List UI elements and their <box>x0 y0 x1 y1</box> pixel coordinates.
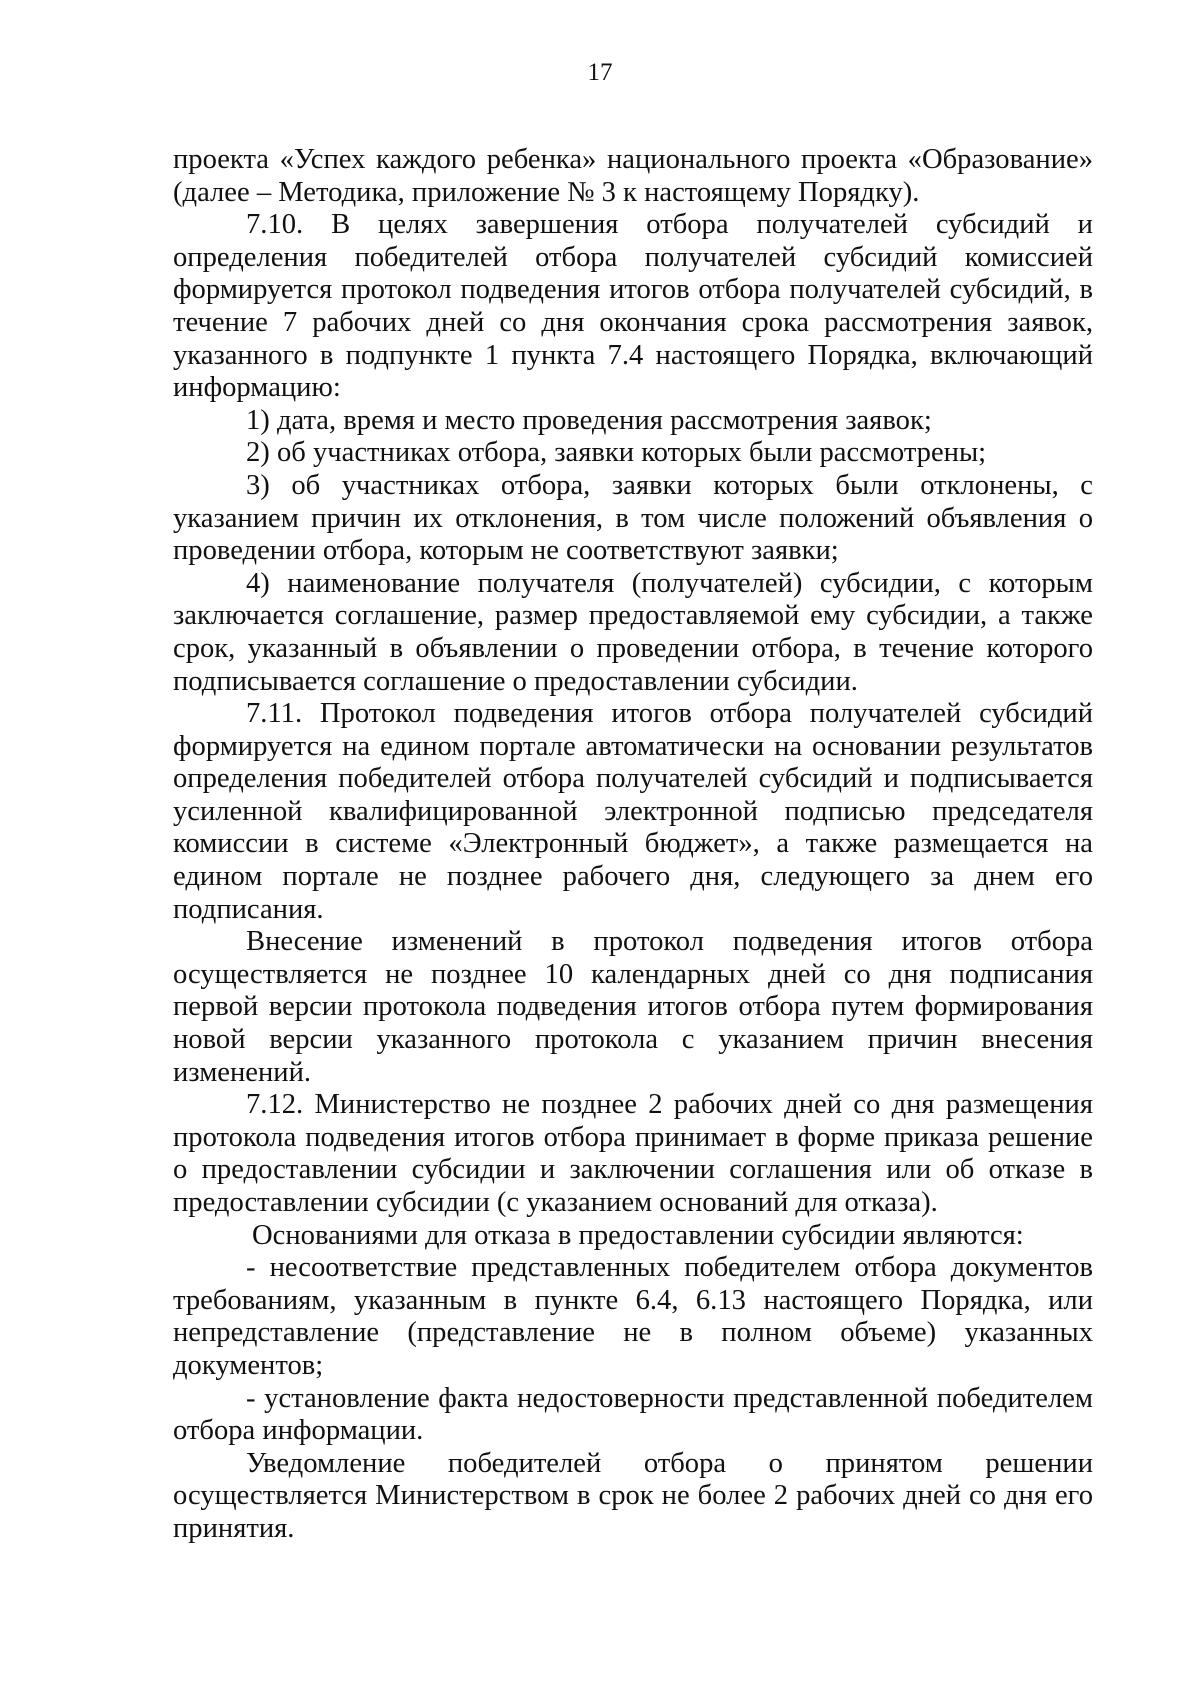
paragraph-notification: Уведомление победителей отбора о принятом решении осуществляется Министерством в срок не более 2 рабочих дней со дня его принятия. <box>173 1447 1093 1544</box>
paragraph-refusal-grounds: Основаниями для отказа в предоставлении субсидии являются: <box>252 1219 1024 1251</box>
refusal-ground-1: - несоответствие представленных победителем отбора документов требованиям, указанным в пункте 6.4, 6.13 настоящего Порядка, или непредставление (представление не в полном объеме) указанных документов; <box>173 1252 1093 1381</box>
page-number: 17 <box>587 59 613 86</box>
paragraph-continuation: проекта «Успех каждого ребенка» национального проекта «Образование» (далее – Методика, приложение № 3 к настоящему Порядку). <box>173 144 1093 208</box>
list-item-1: 1) дата, время и место проведения рассмотрения заявок; <box>246 404 932 436</box>
list-item-4: 4) наименование получателя (получателей) субсидии, с которым заключается соглашение, размер предоставляемой ему субсидии, а также срок, указанный в объявлении о проведении отбора, в течение которого подписывается соглашение о предоставлении субсидии. <box>173 567 1093 697</box>
paragraph-amendments: Внесение изменений в протокол подведения итогов отбора осуществляется не позднее 10 календарных дней со дня подписания первой версии протокола подведения итогов отбора путем формирования новой версии указанного протокола с указанием причин внесения изменений. <box>173 926 1093 1088</box>
document-body <box>173 144 1093 1546</box>
paragraph-7-11: 7.11. Протокол подведения итогов отбора получателей субсидий формируется на едином портале автоматически на основании результатов определения победителей отбора получателей субсидий и подписывается усиленной квалифицированной электронной подписью председателя комиссии в системе «Электронный бюджет», а также размещается на едином портале не позднее рабочего дня, следующего за днем его подписания. <box>173 698 1093 925</box>
refusal-ground-2: - установление факта недостоверности представленной победителем отбора информации. <box>173 1382 1093 1447</box>
paragraph-7-10: 7.10. В целях завершения отбора получателей субсидий и определения победителей отбора получателей субсидий комиссией формируется протокол подведения итогов отбора получателей субсидий, в течение 7 рабочих дней со дня окончания срока рассмотрения заявок, указанного в подпункте 1 пункта 7.4 настоящего Порядка, включающий информацию: <box>173 209 1093 404</box>
list-item-3: 3) об участниках отбора, заявки которых были отклонены, с указанием причин их отклонения, в том числе положений объявления о проведении отбора, которым не соответствуют заявки; <box>173 469 1093 567</box>
list-item-2: 2) об участниках отбора, заявки которых были рассмотрены; <box>246 437 987 469</box>
paragraph-7-12: 7.12. Министерство не позднее 2 рабочих дней со дня размещения протокола подведения итогов отбора принимает в форме приказа решение о предоставлении субсидии и заключении соглашения или об отказе в предоставлении субсидии (с указанием оснований для отказа). <box>173 1089 1093 1218</box>
